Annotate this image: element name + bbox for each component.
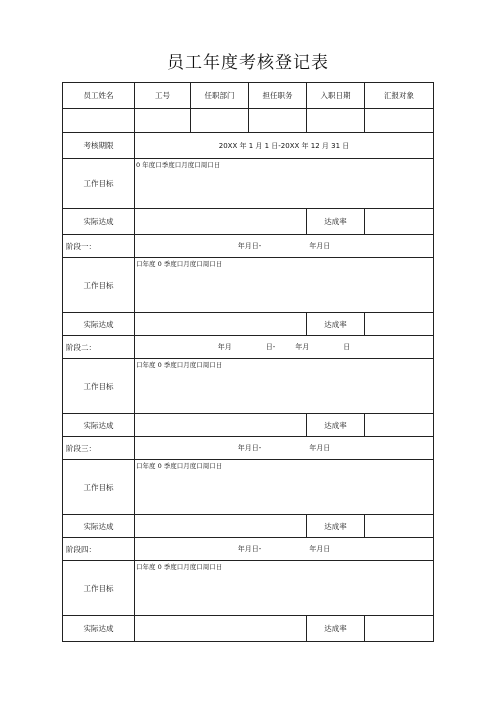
stage-3-goal-row (63, 460, 434, 515)
main-goal-field[interactable] (135, 159, 434, 209)
stage-2-actual-field[interactable] (135, 414, 307, 437)
employee-join-date-field[interactable] (307, 109, 365, 133)
stage-1-dates[interactable] (135, 235, 434, 258)
stage-2-goal-field[interactable] (135, 359, 434, 414)
stage-1-date-end: 年月日 (309, 242, 331, 250)
employee-report-to-field[interactable] (365, 109, 434, 133)
stage-4-actual-row (63, 616, 434, 642)
stage-2-date-part1: 年月 (217, 343, 232, 351)
header-join-date-cell: 入职日期 (307, 83, 365, 109)
stage-2-actual-row (63, 414, 434, 437)
stage-2-actual-label: 实际达成 (63, 414, 135, 437)
period-row (63, 133, 434, 159)
stage-3-rate-label: 达成率 (307, 515, 365, 538)
header-id-cell: 工号 (135, 83, 191, 109)
header-position-cell: 担任职务 (249, 83, 307, 109)
stage-1-actual-row (63, 313, 434, 336)
stage-2-rate-field[interactable] (365, 414, 434, 437)
stage-2-goal-label: 工作目标 (63, 359, 135, 414)
header-name-cell: 员工姓名 (63, 83, 135, 109)
main-actual-field[interactable] (135, 209, 307, 235)
stage-2-rate-label: 达成率 (307, 414, 365, 437)
stage-3-actual-label: 实际达成 (63, 515, 135, 538)
stage-2-dates[interactable] (135, 336, 434, 359)
stage-3-actual-field[interactable] (135, 515, 307, 538)
stage-2-header-row (63, 336, 434, 359)
employee-position-field[interactable] (249, 109, 307, 133)
stage-4-date-start: 年月日- (237, 545, 262, 553)
stage-4-rate-field[interactable] (365, 616, 434, 642)
stage-1-rate-field[interactable] (365, 313, 434, 336)
appraisal-form-table (62, 82, 434, 642)
stage-1-actual-field[interactable] (135, 313, 307, 336)
main-rate-field[interactable] (365, 209, 434, 235)
stage-1-goal-options: 口年度 0 季度口月度口周口日 (136, 260, 223, 268)
stage-3-date-start: 年月日- (237, 444, 262, 452)
stage-3-actual-row (63, 515, 434, 538)
stage-4-label: 阶段四： (63, 538, 135, 561)
stage-2-date-part2: 日- (265, 343, 276, 351)
stage-4-actual-label: 实际达成 (63, 616, 135, 642)
header-dept-cell: 任职部门 (191, 83, 249, 109)
stage-3-rate-field[interactable] (365, 515, 434, 538)
main-goal-row (63, 159, 434, 209)
stage-1-rate-label: 达成率 (307, 313, 365, 336)
header-report-to-cell: 汇报对象 (365, 83, 434, 109)
stage-1-actual-label: 实际达成 (63, 313, 135, 336)
stage-4-actual-field[interactable] (135, 616, 307, 642)
stage-2-goal-row (63, 359, 434, 414)
stage-1-date-start: 年月日- (237, 242, 262, 250)
stage-3-goal-field[interactable] (135, 460, 434, 515)
main-goal-options: 0 年度口季度口月度口周口日 (136, 161, 221, 169)
stage-4-goal-label: 工作目标 (63, 561, 135, 616)
stage-4-goal-field[interactable] (135, 561, 434, 616)
employee-info-row (63, 109, 434, 133)
stage-4-dates[interactable] (135, 538, 434, 561)
stage-3-label: 阶段三： (63, 437, 135, 460)
period-label: 考核期限 (63, 133, 135, 159)
stage-2-date-part3: 年月 (295, 343, 310, 351)
stage-4-goal-options: 口年度 0 季度口月度口周口日 (136, 563, 223, 571)
main-rate-label: 达成率 (307, 209, 365, 235)
stage-2-date-part4: 日 (343, 343, 351, 351)
page-title: 员工年度考核登记表 (167, 53, 329, 73)
stage-1-goal-row (63, 258, 434, 313)
employee-id-field[interactable] (135, 109, 191, 133)
stage-3-date-end: 年月日 (309, 444, 331, 452)
stage-1-goal-label: 工作目标 (63, 258, 135, 313)
main-goal-label: 工作目标 (63, 159, 135, 209)
stage-4-goal-row (63, 561, 434, 616)
stage-4-date-end: 年月日 (309, 545, 331, 553)
stage-4-header-row (63, 538, 434, 561)
stage-3-dates[interactable] (135, 437, 434, 460)
main-actual-label: 实际达成 (63, 209, 135, 235)
employee-name-field[interactable] (63, 109, 135, 133)
stage-3-header-row (63, 437, 434, 460)
header-row (63, 83, 434, 109)
stage-2-goal-options: 口年度 0 季度口月度口周口日 (136, 361, 223, 369)
stage-2-label: 阶段二： (63, 336, 135, 359)
period-value: 20XX 年 1 月 1 日-20XX 年 12 月 31 日 (135, 133, 434, 159)
stage-4-rate-label: 达成率 (307, 616, 365, 642)
employee-dept-field[interactable] (191, 109, 249, 133)
main-actual-row (63, 209, 434, 235)
stage-1-header-row (63, 235, 434, 258)
stage-3-goal-options: 口年度 0 季度口月度口周口日 (136, 462, 223, 470)
stage-1-label: 阶段一： (63, 235, 135, 258)
stage-3-goal-label: 工作目标 (63, 460, 135, 515)
stage-1-goal-field[interactable] (135, 258, 434, 313)
